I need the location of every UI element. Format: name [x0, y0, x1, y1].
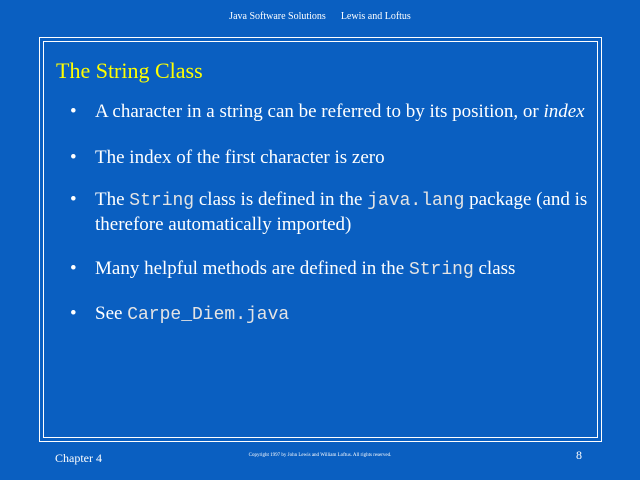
bullet-dot: •	[70, 189, 77, 210]
bullet-dot: •	[70, 303, 77, 324]
code-string: String	[129, 191, 195, 211]
bullet-text: A character in a string can be referred to by its position, or	[95, 101, 544, 122]
copyright-notice: Copyright 1997 by John Lewis and William Loftus. All rights reserved.	[248, 453, 392, 458]
slide-header	[0, 11, 640, 22]
bullet-text: class	[473, 258, 516, 279]
code-filename: Carpe_Diem.java	[127, 305, 290, 325]
bullet-item	[70, 146, 600, 169]
bullet-item	[70, 188, 600, 236]
code-string: String	[408, 260, 474, 280]
bullet-dot: •	[70, 147, 77, 168]
bullet-item	[70, 100, 600, 123]
bullet-list	[70, 100, 600, 327]
bullet-text: The	[95, 189, 130, 210]
bullet-text: Many helpful methods are defined in the	[95, 258, 409, 279]
chapter-label: Chapter 4	[55, 451, 102, 465]
bullet-item	[70, 257, 600, 282]
bullet-text: class is defined in the	[194, 189, 368, 210]
slide-title: The String Class	[56, 58, 203, 83]
bullet-dot: •	[70, 101, 77, 122]
bullet-text: See	[95, 303, 128, 324]
bullet-text: The index of the first character is zero	[95, 147, 385, 168]
page-number: 8	[576, 448, 582, 462]
code-java-lang: java.lang	[367, 191, 465, 211]
bullet-emphasis: index	[543, 101, 585, 122]
bullet-item	[70, 302, 600, 327]
authors: Lewis and Loftus	[340, 11, 411, 22]
bullet-dot: •	[70, 258, 77, 279]
book-title: Java Software Solutions	[229, 11, 326, 22]
bullet-text: package (and is therefore automatically imported)	[95, 189, 588, 235]
